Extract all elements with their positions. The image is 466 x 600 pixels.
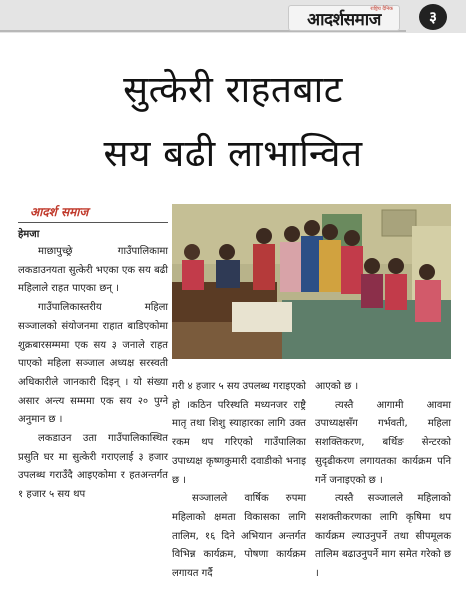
byline [18, 203, 168, 240]
paragraph: लकडाउन उता गाउँपालिकास्थित प्रसुति घर मा सुत्केरी गराएलाई ३ हजार उपलब्ध गराउँदै आइएकोमा र हतअन्तर्गत १ हजार ५ सय थप [18, 433, 168, 501]
byline-divider [18, 222, 168, 223]
paragraph: आएको छ । [315, 381, 359, 392]
article-column-1 [18, 243, 168, 505]
newspaper-logo[interactable] [288, 5, 400, 31]
article-headline [0, 58, 466, 186]
paragraph: गरी ४ हजार ५ सय उपलब्ध गराइएको हो ।कठिन परिस्थति मध्यनजर राष्ट्रै मातृ तथा शिशु स्याहारका लागि उक्त रकम थप गरिएको गाउँपालिका उपाध्यक्ष कृष्णकुमारी दवाडीको भनाइ छ । [172, 381, 307, 486]
article-column-2 [172, 378, 306, 584]
paragraph: माछापुच्छ्रे गाउँपालिकामा लकडाउनयता सुत्केरी भएका एक सय बढी महिलाले राहत पाएका छन् । [18, 246, 168, 295]
masthead-bar [0, 0, 466, 33]
headline-line-1: सुत्केरी राहतबाट [123, 68, 343, 111]
paragraph: गाउँपालिकास्तरीय महिला सञ्जालको संयोजनमा राहात बाडिएकोमा शुक्रबारसम्ममा एक सय ३ जनाले राहत पाएको महिला सञ्जाल अध्यक्ष सरस्वती अधिकारीले जानकारी दिइन् । यो संख्या असार अन्त्य सम्ममा एक सय २० पुग्ने अनुमान छ । [18, 302, 168, 426]
group-photo-illustration [172, 204, 451, 359]
paragraph: त्यस्तै सञ्जालले महिलाको सशक्तीकरणका लागि कृषिमा थप कार्यक्रम ल्याउनुपर्ने तथा सीपमूलक तालिम बढाउनुपर्ने माग समेत गरेको छ । [315, 493, 451, 580]
article-column-3 [315, 378, 451, 584]
page-number-badge: ३ [419, 4, 447, 30]
headline-line-2: सय बढी लाभान्वित [103, 132, 363, 175]
logo-text: आदर्शसमाज [307, 9, 381, 30]
byline-location: हेमजा [18, 229, 40, 240]
paragraph: त्यस्तै आगामी आवमा उपाध्यक्षसँग गर्भवती, महिला सशक्तिकरण, बर्थिङ सेन्टरको सुदृढीकरण लगायतका कार्यक्रम पनि गर्ने जनाइएको छ । [315, 399, 451, 486]
logo-tagline: राष्ट्रिय दैनिक [370, 6, 393, 12]
article-photo [172, 204, 451, 359]
paragraph: सञ्जालले वार्षिक रुपमा महिलाको क्षमता विकासका लागि तालिम, १६ दिने अभियान अन्तर्गत विभिन्न कार्यक्रम, पोषणा कार्यक्रम लगायत गर्दै [172, 493, 306, 580]
byline-publication: आदर्श समाज [30, 205, 89, 219]
